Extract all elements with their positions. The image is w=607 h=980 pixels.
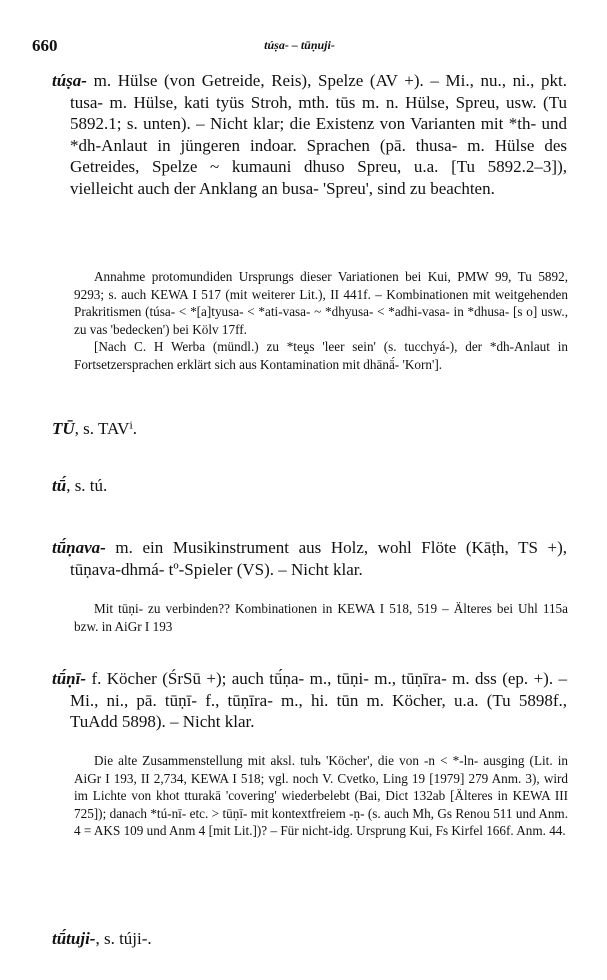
entry-body: , s. TAVⁱ. (74, 419, 138, 438)
note-paragraph: [Nach C. H Werba (mündl.) zu *teṷs 'leer sein' (s. tucchyá-), der *dh-Anlaut in Fortsetzersprachen erklärt sich aus Kontamination mit dhānā́- 'Korn']. (74, 339, 568, 372)
entry-tunava (52, 537, 567, 580)
note-paragraph: Annahme protomundiden Ursprungs dieser Variationen bei Kui, PMW 99, Tu 5892, 9293; s. auch KEWA I 517 (mit weiterer Lit.), II 441f. – Kombinationen mit weitgehenden Prakritismen (túsa- < *[a]tyusa- < *ati-vasa- ~ *dhyusa- < *adhi-vasa- in *dhusa- [s o] usw., zu vas 'bedecken') bei Kölv 17ff. (74, 269, 568, 337)
entry-lemma: TŪ (52, 419, 75, 438)
entry-tu (52, 475, 107, 497)
entry-tusa (52, 70, 567, 199)
entry-tutuji (52, 928, 152, 950)
note-paragraph: Die alte Zusammenstellung mit aksl. tulъ 'Köcher', die von -n < *-ln- ausging (Lit. in AiGr I 193, II 2,734, KEWA I 518; vgl. noch V. Cvetko, Ling 19 [1979] 279 Anm. 3), wird im Lichte von khot tturakā 'covering' wiederbelebt (Bai, Dict 132ab [Älteres in KEWA III 725]); danach *tú-nī- etc. > tūṇī- mit kontextfreiem -ṇ- (s. auch Mh, Gs Renou 511 und Anm. 4 = AKS 109 und Anm 4 [mit Lit.])? – Für nicht-idg. Ursprung Kui, Fs Kirfel 166f. Anm. 44. (74, 753, 568, 838)
entry-body: f. Köcher (ŚrSū +); auch tū́ṇa- m., tūṇi- m., tūṇīra- m. dss (ep. +). – Mi., ni., pā. tūṇī- f., tūṇīra- m., hi. tūn m. Köcher, u.a. (Tu 5898f., TuAdd 5898). – Nicht klar. (70, 669, 567, 731)
entry-body: m. ein Musikinstrument aus Holz, wohl Flöte (Kāṭh, TS +), tūṇava-dhmá- tº-Spieler (VS). – Nicht klar. (70, 538, 567, 579)
entry-lemma: tū́ṇava- (52, 538, 106, 557)
entry-body: , s. tú. (66, 476, 108, 495)
entry-lemma: tū́ṇī- (52, 669, 87, 688)
note-paragraph: Mit tūṇi- zu verbinden?? Kombinationen in KEWA I 518, 519 – Älteres bei Uhl 115a bzw. in AiGr I 193 (74, 601, 568, 634)
page-number: 660 (32, 36, 58, 55)
entry-tu-root (52, 418, 137, 440)
running-title: túṣa- – tūṇuji- (264, 38, 335, 52)
entry-lemma: tū́tuji- (52, 929, 96, 948)
entry-lemma: túṣa- (52, 71, 87, 90)
entry-tunava-notes (74, 600, 568, 635)
entry-tuni-notes (74, 752, 568, 840)
entry-tusa-notes (74, 268, 568, 373)
entry-tuni (52, 668, 567, 733)
entry-body: m. Hülse (von Getreide, Reis), Spelze (AV +). – Mi., nu., ni., pkt. tusa- m. Hülse, kati tyüs Stroh, mth. tūs m. n. Hülse, Spreu, usw. (Tu 5892.1; s. unten). – Nicht klar; die Existenz von Varianten mit *th- und *dh-Anlaut in jüngeren indoar. Sprachen (pā. thusa- m. Hülse des Getreides, Spelze ~ kumauni dhuso Spreu, u.a. [Tu 5892.2–3]), vielleicht auch der Anklang an busa- 'Spreu', sind zu beachten. (70, 71, 567, 198)
page-header (32, 36, 567, 60)
entry-lemma: tū́ (52, 476, 67, 495)
entry-body: , s. tújі-. (95, 929, 152, 948)
